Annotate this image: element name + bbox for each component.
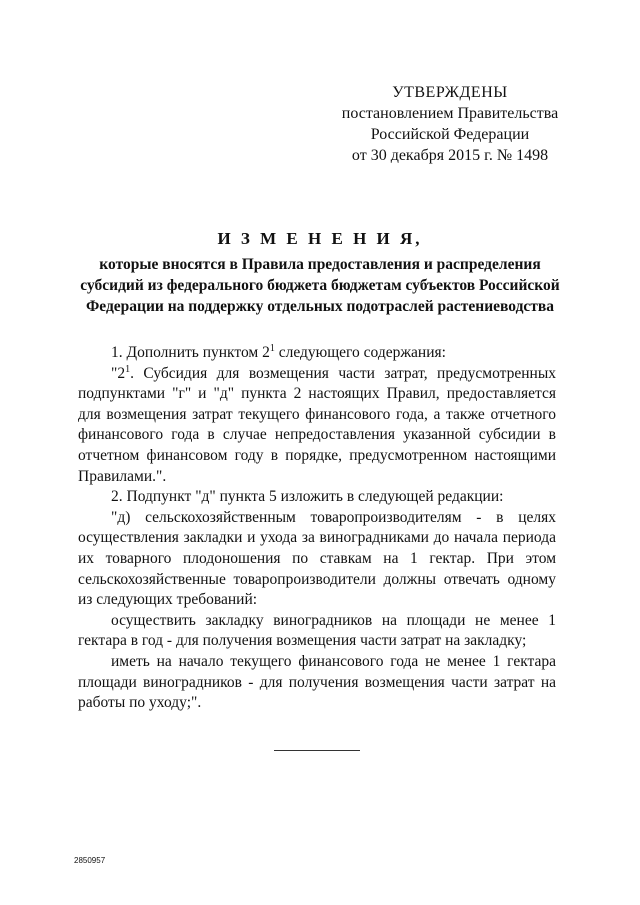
approval-line-1: постановлением Правительства xyxy=(341,105,559,122)
paragraph-2-superscript: 1 xyxy=(125,363,131,375)
paragraph-2-text: "2 xyxy=(111,364,126,382)
document-number: 2850957 xyxy=(74,856,106,865)
document-subtitle xyxy=(74,254,566,317)
paragraph-1 xyxy=(78,343,556,364)
document-body xyxy=(78,343,556,714)
paragraph-4: "д) сельскохозяйственным товаропроизводителям - в целях осуществления закладки и ухода за виноградниками до начала периода их товарного плодоношения по ставкам на 1 гектар. При этом сельскохозяйственные товаропроизводители должны отвечать одному из следующих требований: xyxy=(78,508,556,609)
paragraph-1-superscript: 1 xyxy=(269,342,275,354)
paragraph-6: иметь на начало текущего финансового года не менее 1 гектара площади виноградников - для получения возмещения части затрат на работы по уходу;". xyxy=(78,652,556,712)
approval-line-3: от 30 декабря 2015 г. № 1498 xyxy=(351,147,549,164)
separator-line xyxy=(274,750,360,751)
subtitle-line-3: Федерации на поддержку отдельных подотраслей растениеводства xyxy=(85,298,555,315)
paragraph-2-text-end: . Субсидия для возмещения части затрат, предусмотренных подпунктами "г" и "д" пункта 2 настоящих Правил, предоставляется для возмещения затрат текущего финансового года, а также отчетного финансового года в случае непредоставления указанной субсидии в отчетном финансовом году в порядке, предусмотренном настоящими Правилами.". xyxy=(78,364,556,485)
document-title: И З М Е Н Е Н И Я, xyxy=(217,229,423,248)
paragraph-5: осуществить закладку виноградников на площади не менее 1 гектара в год - для получения возмещения части затрат на закладку; xyxy=(78,611,556,650)
paragraph-1-text: 1. Дополнить пунктом 2 xyxy=(111,344,270,361)
approval-line-2: Российской Федерации xyxy=(370,126,530,143)
subtitle-line-1: которые вносятся в Правила предоставления и распределения xyxy=(99,256,541,273)
approval-word: УТВЕРЖДЕНЫ xyxy=(392,84,508,101)
subtitle-line-2: субсидий из федерального бюджета бюджетам субъектов Российской xyxy=(80,277,560,294)
paragraph-1-text-end: следующего содержания: xyxy=(274,344,446,361)
paragraph-3: 2. Подпункт "д" пункта 5 изложить в следующей редакции: xyxy=(111,488,504,506)
approval-block xyxy=(318,82,582,166)
paragraph-2 xyxy=(78,364,556,488)
